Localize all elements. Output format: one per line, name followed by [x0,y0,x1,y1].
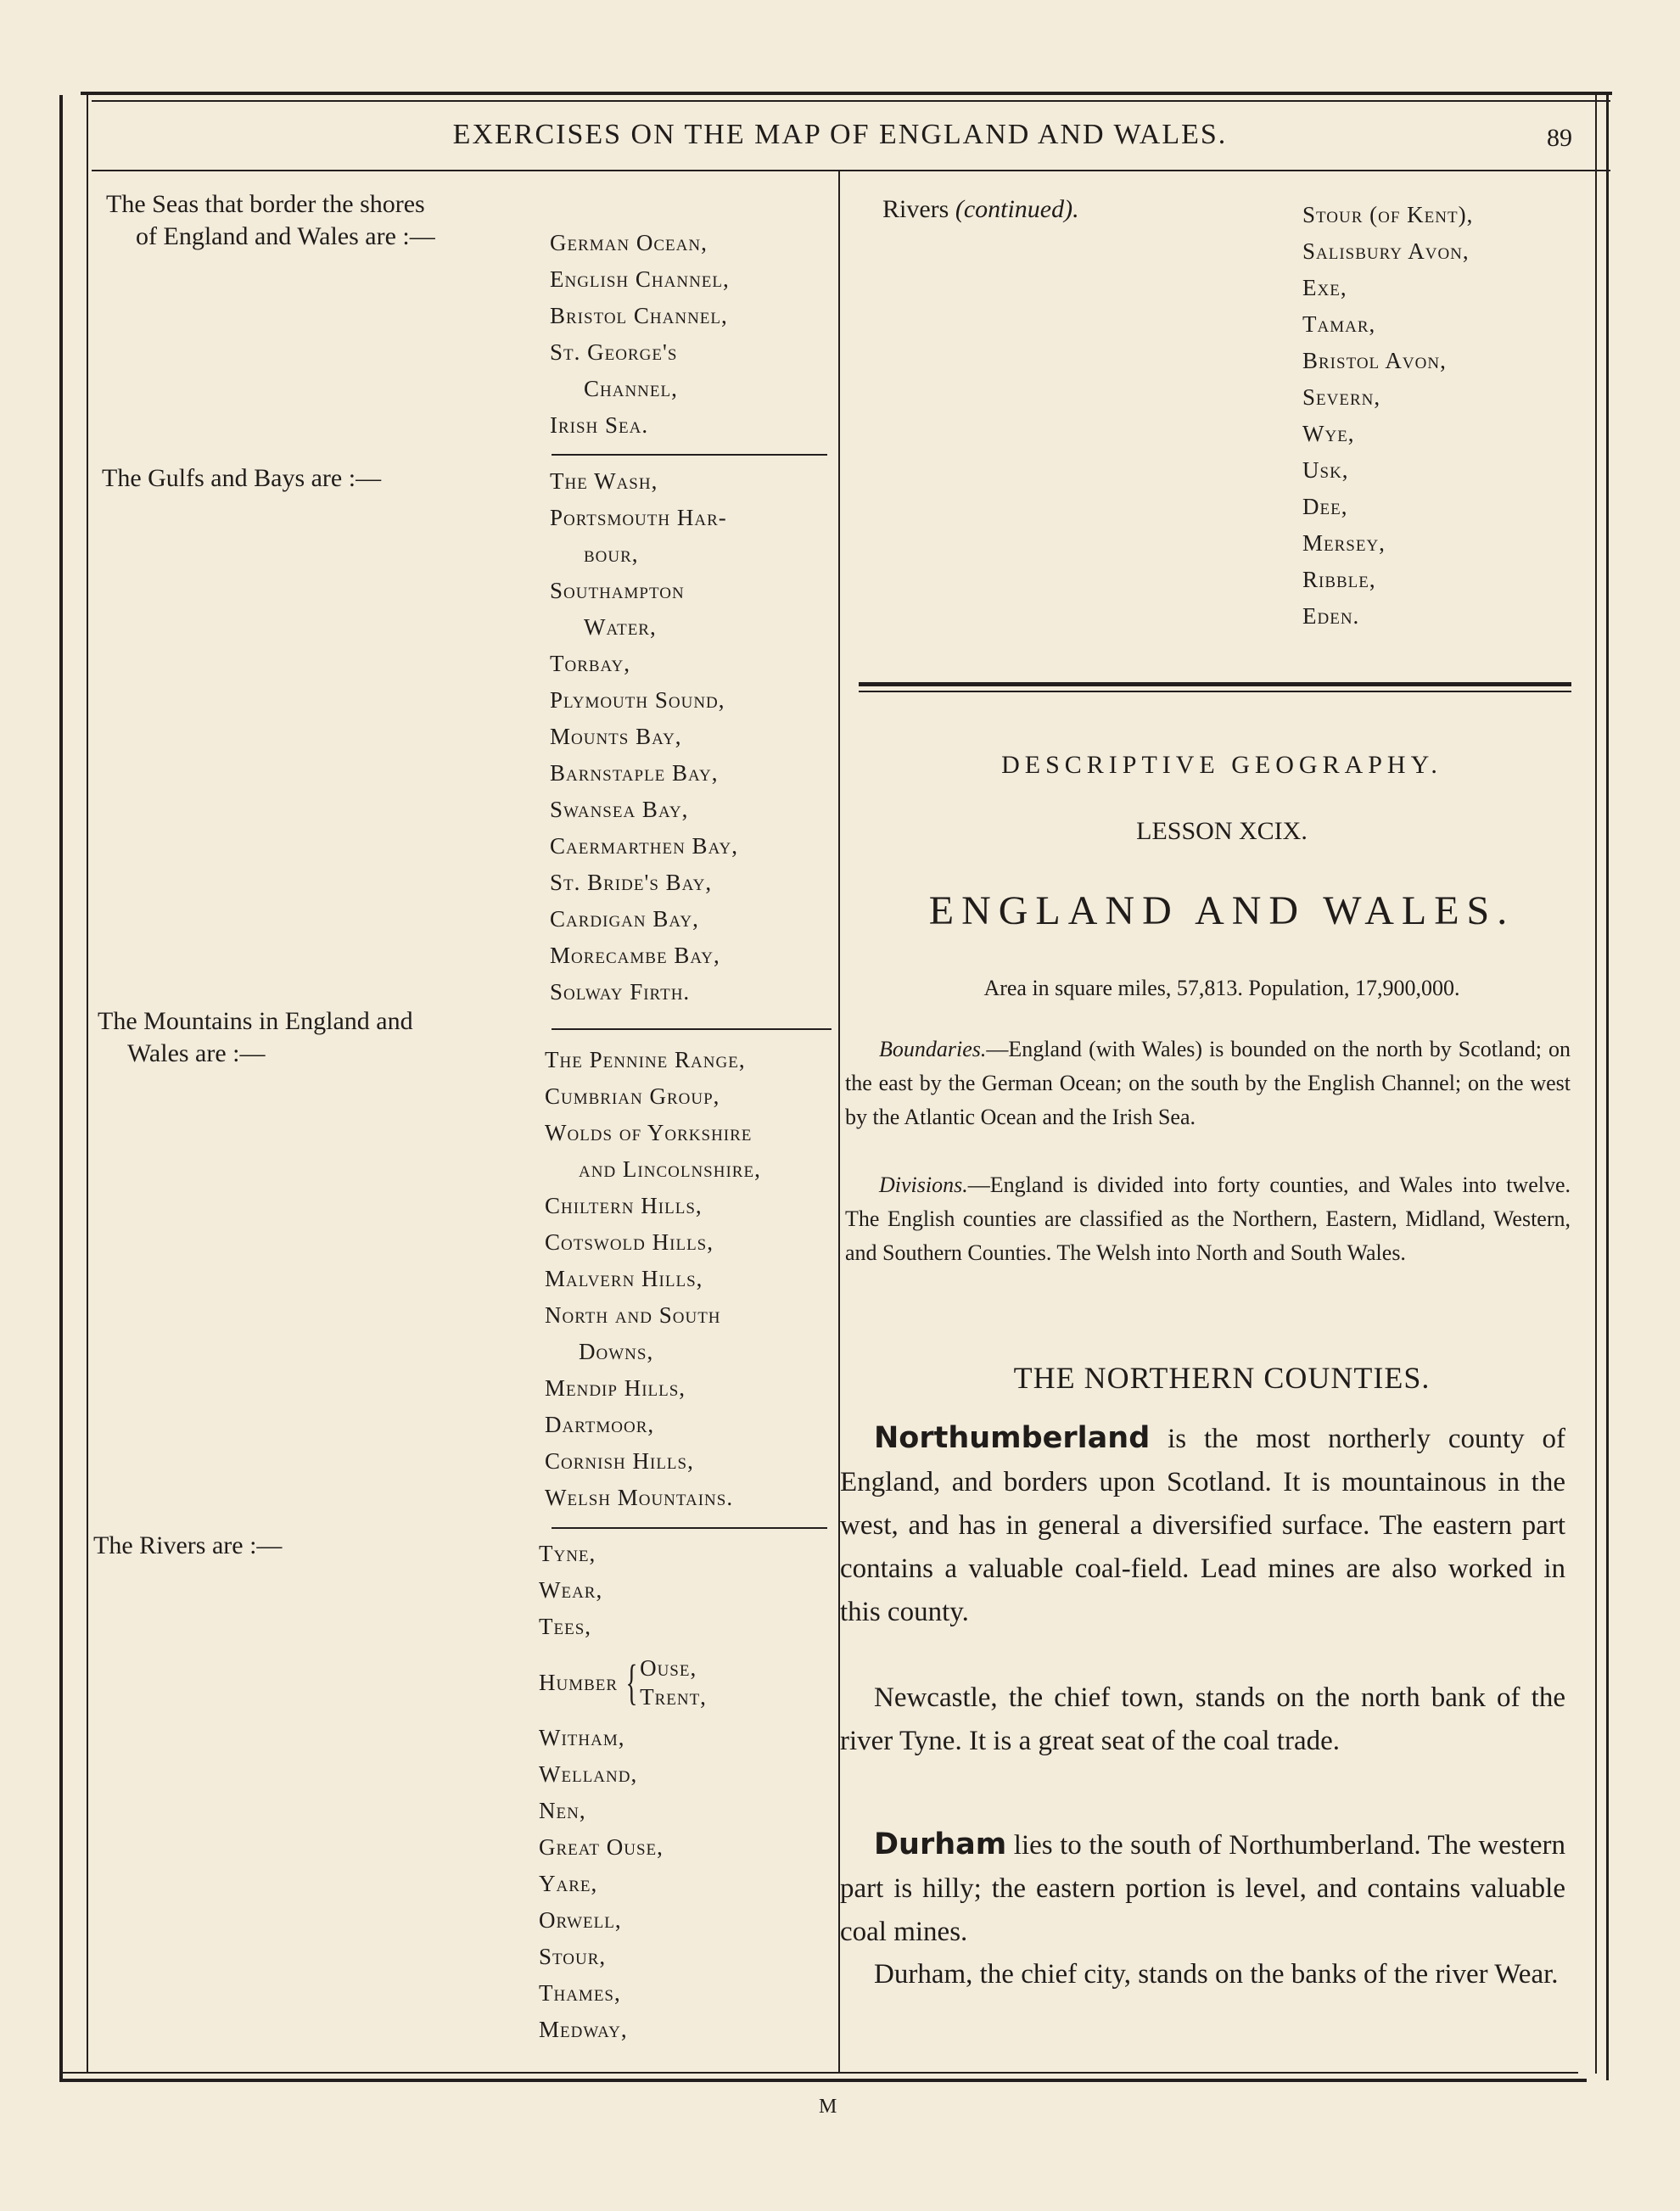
humber-label: Humber [539,1669,619,1695]
right-border-outer [1606,93,1609,2080]
list-item: and Lincolnshire, [579,1156,761,1182]
northumberland-text: is the most northerly county of England, and borders upon Scotland. It is mountainous in the west, and has in general a diversified surface. The eastern part contains a valuable coal-field. Lead mines are also worked in this county. [840,1424,1565,1627]
boundaries-text: —England (with Wales) is bounded on the north by Scotland; on the east by the German Ocean; on the south by the English Channel; on the west by the Atlantic Ocean and the Irish Sea. [845,1037,1571,1129]
list-item: Tyne, [539,1541,596,1566]
list-item: Morecambe Bay, [550,943,720,968]
list-item: Medway, [539,2017,628,2042]
list-item: Bristol Avon, [1302,348,1447,373]
list-item: bour, [584,541,639,567]
seas-list [550,225,730,444]
list-item: Ouse, [640,1655,697,1681]
seas-label [106,188,435,253]
list-item: Wolds of Yorkshire [545,1120,753,1145]
rivers-continued-label [882,193,1079,226]
list-item: Malvern Hills, [545,1266,703,1291]
list-item: Great Ouse, [539,1834,664,1860]
northumberland-paragraph [840,1417,1565,1634]
top-inner-rule [92,100,1610,102]
list-item: St. Bride's Bay, [550,870,713,895]
list-item: Wear, [539,1577,603,1603]
left-border-inner [87,95,88,2074]
divisions-text: —England is divided into forty counties, and Wales into twelve. The English counties are classified as the Northern, Eastern, Midland, Western, and Southern Counties. The Welsh into North and South Wales. [845,1173,1571,1265]
list-item: Welland, [539,1761,638,1787]
boundaries-paragraph [845,1033,1571,1134]
section-double-rule-top [859,682,1571,686]
area-population: Area in square miles, 57,813. Population, 17,900,000. [983,976,1460,1000]
section-heading: THE NORTHERN COUNTIES. [1013,1361,1431,1395]
durham-paragraph [840,1823,1565,1954]
list-item: Severn, [1302,384,1381,410]
list-item: Irish Sea. [550,412,649,438]
seas-label-line1: The Seas that border the shores [106,190,425,218]
mountains-label-line1: The Mountains in England and [98,1007,413,1035]
list-item: Plymouth Sound, [550,687,725,713]
list-item: Salisbury Avon, [1302,238,1470,264]
list-item: Stour, [539,1944,607,1969]
rivers-label: The Rivers are :— [93,1531,283,1559]
list-item: Orwell, [539,1907,622,1933]
rivers-list [539,1536,707,2048]
durham-city-paragraph: Durham, the chief city, stands on the banks of the river Wear. [874,1959,1559,1990]
humber-group [539,1645,707,1720]
list-item: Dee, [1302,494,1348,519]
list-item: Channel, [584,376,678,401]
section-rule [552,454,827,456]
right-border-inner [1595,95,1597,2074]
list-item: Yare, [539,1871,598,1896]
list-item: Witham, [539,1725,625,1750]
rivers-continued-word: Rivers [882,195,949,223]
divisions-paragraph [845,1168,1571,1270]
bottom-border [59,2079,1587,2082]
list-item: Mersey, [1302,530,1386,556]
mountains-label [98,1005,413,1070]
list-item: Torbay, [550,651,631,676]
list-item: Exe, [1302,275,1347,300]
list-item: The Wash, [550,468,658,494]
lesson-number: LESSON XCIX. [1136,817,1308,845]
left-border-outer [59,95,63,2080]
section-rule [552,1028,832,1030]
page-header: EXERCISES ON THE MAP OF ENGLAND AND WALES. [452,119,1228,150]
page-number: 89 [1547,124,1572,152]
header-rule [92,170,1610,171]
list-item: Barnstaple Bay, [550,760,719,786]
newcastle-paragraph: Newcastle, the chief town, stands on the north bank of the river Tyne. It is a great seat of the coal trade. [840,1682,1565,1756]
list-item: Cardigan Bay, [550,906,699,932]
signature-mark: M [819,2096,837,2118]
list-item: Cotswold Hills, [545,1229,714,1255]
humber-entry [539,1654,707,1711]
list-item: Cornish Hills, [545,1448,694,1474]
list-item: Mendip Hills, [545,1375,686,1401]
durham-name: Durham [874,1828,1007,1861]
list-item: Mounts Bay, [550,724,682,749]
list-item: Bristol Channel, [550,303,728,328]
top-border [81,92,1612,95]
rivers-continued-note: (continued). [955,195,1079,223]
list-item: Wye, [1302,421,1355,446]
bottom-inner-rule [59,2072,1578,2074]
section-kicker: DESCRIPTIVE GEOGRAPHY. [1001,751,1442,779]
list-item: Usk, [1302,457,1349,483]
mountains-label-line2: Wales are :— [127,1039,266,1067]
section-double-rule-bottom [859,691,1571,692]
list-item: Tees, [539,1614,592,1639]
list-item: Swansea Bay, [550,797,689,822]
list-item: German Ocean, [550,230,708,255]
list-item: Southampton [550,578,685,603]
list-item: Thames, [539,1980,621,2006]
gulfs-label: The Gulfs and Bays are :— [102,464,382,492]
rivers-continued-list [1302,197,1473,635]
list-item: Caermarthen Bay, [550,833,739,859]
list-item: Downs, [579,1339,654,1364]
list-item: North and South [545,1302,721,1328]
list-item: Welsh Mountains. [545,1485,734,1510]
list-item: Chiltern Hills, [545,1193,703,1218]
mountains-list [545,1042,761,1516]
brace-icon: { [625,1654,638,1710]
list-item: English Channel, [550,266,730,292]
list-item: Water, [584,614,657,640]
gulfs-list [550,463,738,1010]
column-divider [838,171,840,2072]
list-item: St. George's [550,339,678,365]
list-item: Trent, [640,1684,707,1710]
divisions-label: Divisions. [879,1173,968,1197]
list-item: Dartmoor, [545,1412,655,1437]
list-item: Eden. [1302,603,1360,629]
list-item: Ribble, [1302,567,1376,592]
list-item: The Pennine Range, [545,1047,746,1072]
lesson-title: ENGLAND AND WALES. [928,888,1515,933]
section-rule [552,1527,827,1529]
list-item: Nen, [539,1798,586,1823]
durham-text: lies to the south of Northumberland. The western part is hilly; the eastern portion is level, and contains valuable coal mines. [840,1830,1565,1947]
list-item: Solway Firth. [550,979,691,1005]
list-item: Stour (of Kent), [1302,202,1474,227]
humber-tributaries [640,1654,707,1711]
list-item: Cumbrian Group, [545,1083,720,1109]
list-item: Tamar, [1302,311,1376,337]
list-item: Portsmouth Har- [550,505,727,530]
boundaries-label: Boundaries. [879,1037,987,1061]
northumberland-name: Northumberland [874,1421,1151,1455]
seas-label-line2: of England and Wales are :— [136,222,435,250]
